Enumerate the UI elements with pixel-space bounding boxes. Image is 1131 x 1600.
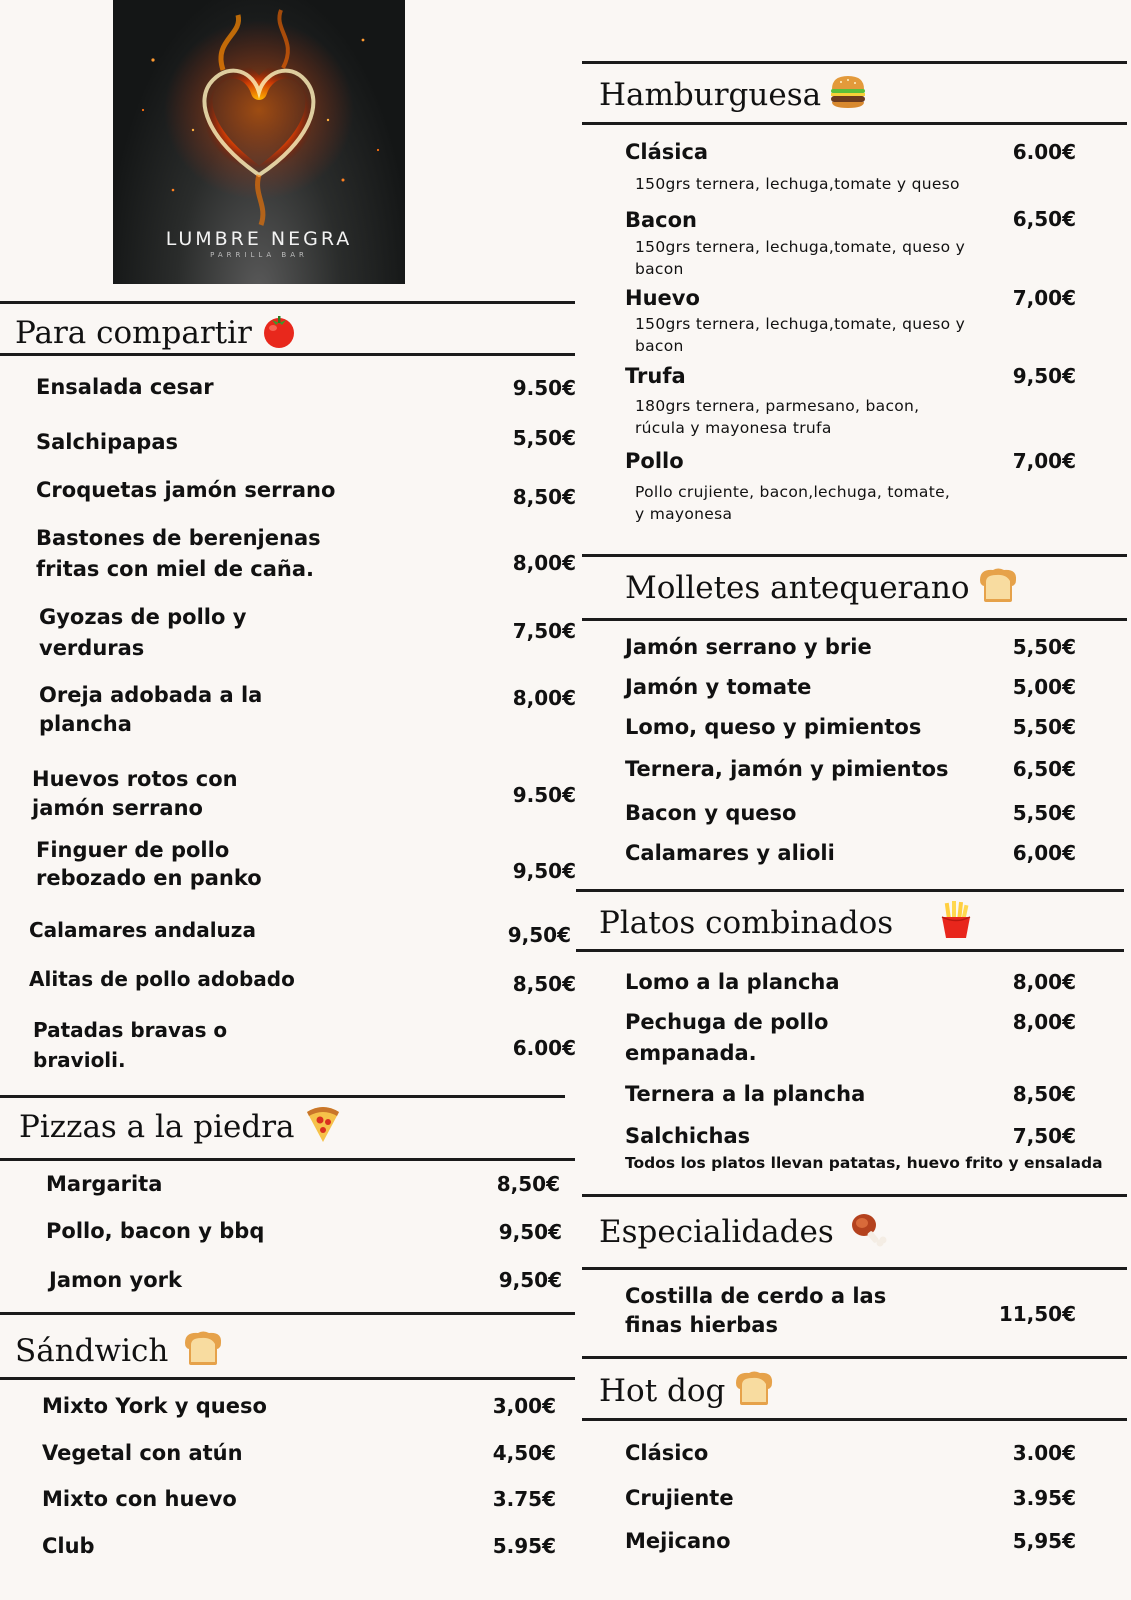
menu-item-description-line2: bacon — [635, 337, 684, 355]
menu-item-name: Margarita — [46, 1172, 163, 1196]
menu-item-name: Vegetal con atún — [42, 1441, 243, 1465]
section-title-platos-combinados: Platos combinados — [599, 900, 975, 949]
menu-item-price: 6.00€ — [512, 1036, 576, 1060]
section-title-pizzas: Pizzas a la piedra — [19, 1104, 343, 1153]
menu-item-name-line2: bravioli. — [33, 1048, 126, 1072]
section-divider — [0, 1312, 575, 1315]
menu-item-price: 7,50€ — [512, 619, 576, 643]
menu-item-name-line2: fritas con miel de caña. — [36, 557, 314, 581]
menu-item-name: Trufa — [625, 364, 686, 388]
menu-item-price: 5,50€ — [1012, 715, 1076, 739]
section-title-sandwich: Sándwich — [15, 1329, 224, 1376]
menu-item-price: 5,95€ — [1012, 1529, 1076, 1553]
menu-item-name: Bastones de berenjenas — [36, 526, 321, 550]
menu-item-price: 7,00€ — [1012, 286, 1076, 310]
menu-item-price: 6,50€ — [1012, 757, 1076, 781]
menu-item-price: 9,50€ — [498, 1220, 562, 1244]
section-divider — [582, 1356, 1127, 1359]
menu-item-name: Bacon — [625, 208, 698, 232]
menu-item-price: 5,50€ — [512, 426, 576, 450]
menu-item-name: Pechuga de pollo — [625, 1010, 829, 1034]
section-title-para-compartir: Para compartir — [15, 311, 298, 358]
menu-item-price: 9,50€ — [512, 859, 576, 883]
menu-item-price: 6,00€ — [1012, 841, 1076, 865]
tomato-icon — [260, 311, 298, 358]
menu-item-price: 11,50€ — [998, 1302, 1076, 1326]
menu-item-description: 150grs ternera, lechuga,tomate y queso — [635, 175, 960, 193]
menu-item-name-line2: jamón serrano — [32, 796, 203, 820]
menu-item-price: 8,50€ — [1012, 1082, 1076, 1106]
menu-item-price: 7,00€ — [1012, 449, 1076, 473]
section-divider — [582, 1267, 1127, 1270]
menu-item-price: 6,50€ — [1012, 207, 1076, 231]
section-divider — [582, 1418, 1127, 1421]
section-divider — [582, 1194, 1127, 1197]
menu-item-name: Jamón y tomate — [625, 675, 812, 699]
fries-icon — [937, 900, 975, 949]
menu-item-description: 150grs ternera, lechuga,tomate, queso y — [635, 315, 966, 333]
menu-item-name: Salchipapas — [36, 430, 178, 454]
menu-item-name-line2: finas hierbas — [625, 1313, 778, 1337]
menu-item-description: 180grs ternera, parmesano, bacon, — [635, 397, 920, 415]
menu-item-name-line2: plancha — [39, 712, 132, 736]
section-divider — [582, 554, 1127, 557]
menu-item-description-line2: rúcula y mayonesa trufa — [635, 419, 832, 437]
menu-item-price: 3.95€ — [1012, 1486, 1076, 1510]
menu-item-name: Ternera, jamón y pimientos — [625, 757, 949, 781]
menu-item-price: 6.00€ — [1012, 140, 1076, 164]
section-title-especialidades: Especialidades — [599, 1209, 888, 1258]
menu-item-description: 150grs ternera, lechuga,tomate, queso y — [635, 238, 966, 256]
menu-item-price: 5,50€ — [1012, 635, 1076, 659]
section-title-hot-dog: Hot dog — [599, 1369, 775, 1416]
menu-item-name: Jamon york — [49, 1268, 182, 1292]
menu-item-price: 5,00€ — [1012, 675, 1076, 699]
section-divider — [0, 301, 575, 304]
menu-item-price: 3.00€ — [1012, 1441, 1076, 1465]
section-title-hamburguesa: Hamburguesa — [599, 74, 867, 119]
menu-item-price: 3.75€ — [492, 1487, 556, 1511]
menu-item-name: Crujiente — [625, 1486, 734, 1510]
menu-item-price: 3,00€ — [492, 1394, 556, 1418]
menu-item-name: Pollo, bacon y bbq — [46, 1219, 265, 1243]
menu-item-price: 4,50€ — [492, 1441, 556, 1465]
menu-item-name: Oreja adobada a la — [39, 683, 263, 707]
bread-icon — [977, 566, 1019, 613]
menu-item-name: Club — [42, 1534, 95, 1558]
menu-item-price: 8,00€ — [512, 551, 576, 575]
logo-name: LUMBRE NEGRA — [165, 228, 353, 250]
menu-item-name: Lomo a la plancha — [625, 970, 840, 994]
menu-item-name: Croquetas jamón serrano — [36, 478, 336, 502]
menu-item-description-line2: bacon — [635, 260, 684, 278]
menu-item-name: Alitas de pollo adobado — [29, 967, 295, 991]
menu-item-name: Mejicano — [625, 1529, 731, 1553]
menu-item-price: 8,00€ — [1012, 970, 1076, 994]
menu-item-price: 5.95€ — [492, 1534, 556, 1558]
restaurant-logo — [113, 0, 405, 284]
menu-item-price: 7,50€ — [1012, 1124, 1076, 1148]
menu-item-name: Huevo — [625, 286, 700, 310]
section-divider — [582, 618, 1127, 621]
menu-item-description: Pollo crujiente, bacon,lechuga, tomate, — [635, 483, 951, 501]
burger-icon — [829, 74, 867, 119]
menu-item-price: 8,00€ — [512, 686, 576, 710]
menu-item-name: Mixto York y queso — [42, 1394, 267, 1418]
menu-item-name-line2: empanada. — [625, 1041, 757, 1065]
menu-item-name: Finguer de pollo — [36, 838, 230, 862]
menu-item-name: Costilla de cerdo a las — [625, 1284, 887, 1308]
section-divider — [0, 1158, 575, 1161]
section-divider — [0, 353, 575, 356]
section-divider — [576, 949, 1124, 952]
menu-item-name: Gyozas de pollo y — [39, 605, 247, 629]
menu-item-description-line2: y mayonesa — [635, 505, 733, 523]
bread-icon — [733, 1369, 775, 1416]
menu-item-name-line2: verduras — [39, 636, 145, 660]
menu-item-name: Salchichas — [625, 1124, 751, 1148]
menu-item-name: Calamares andaluza — [29, 918, 256, 942]
menu-item-name: Mixto con huevo — [42, 1487, 237, 1511]
section-divider — [0, 1377, 575, 1380]
menu-item-name: Clásica — [625, 140, 709, 164]
menu-item-name: Huevos rotos con — [32, 767, 238, 791]
platos-note: Todos los platos llevan patatas, huevo frito y ensalada — [625, 1154, 1103, 1172]
logo-subtitle: PARRILLA BAR — [210, 251, 308, 259]
section-divider — [582, 122, 1127, 125]
menu-item-name: Calamares y alioli — [625, 841, 835, 865]
menu-item-name: Clásico — [625, 1441, 709, 1465]
section-divider — [576, 889, 1124, 892]
menu-item-name-line2: rebozado en panko — [36, 866, 262, 890]
menu-item-name: Bacon y queso — [625, 801, 797, 825]
menu-item-name: Jamón serrano y brie — [625, 635, 872, 659]
menu-item-price: 9,50€ — [498, 1268, 562, 1292]
menu-item-name: Lomo, queso y pimientos — [625, 715, 922, 739]
menu-item-price: 9,50€ — [1012, 364, 1076, 388]
bread-icon — [182, 1329, 224, 1376]
section-divider — [582, 61, 1127, 64]
pizza-icon — [303, 1104, 343, 1153]
meat-icon — [848, 1209, 888, 1258]
menu-item-name: Ensalada cesar — [36, 375, 214, 399]
menu-item-price: 8,00€ — [1012, 1010, 1076, 1034]
menu-item-price: 8,50€ — [512, 972, 576, 996]
menu-item-name: Patadas bravas o — [33, 1018, 228, 1042]
menu-item-price: 9,50€ — [507, 923, 571, 947]
menu-item-price: 9.50€ — [512, 783, 576, 807]
section-divider — [0, 1095, 565, 1098]
section-title-molletes: Molletes antequerano — [625, 566, 1019, 613]
menu-item-name: Ternera a la plancha — [625, 1082, 866, 1106]
menu-item-price: 5,50€ — [1012, 801, 1076, 825]
menu-item-price: 9.50€ — [512, 376, 576, 400]
menu-item-price: 8,50€ — [512, 485, 576, 509]
menu-item-price: 8,50€ — [496, 1172, 560, 1196]
menu-item-name: Pollo — [625, 449, 684, 473]
